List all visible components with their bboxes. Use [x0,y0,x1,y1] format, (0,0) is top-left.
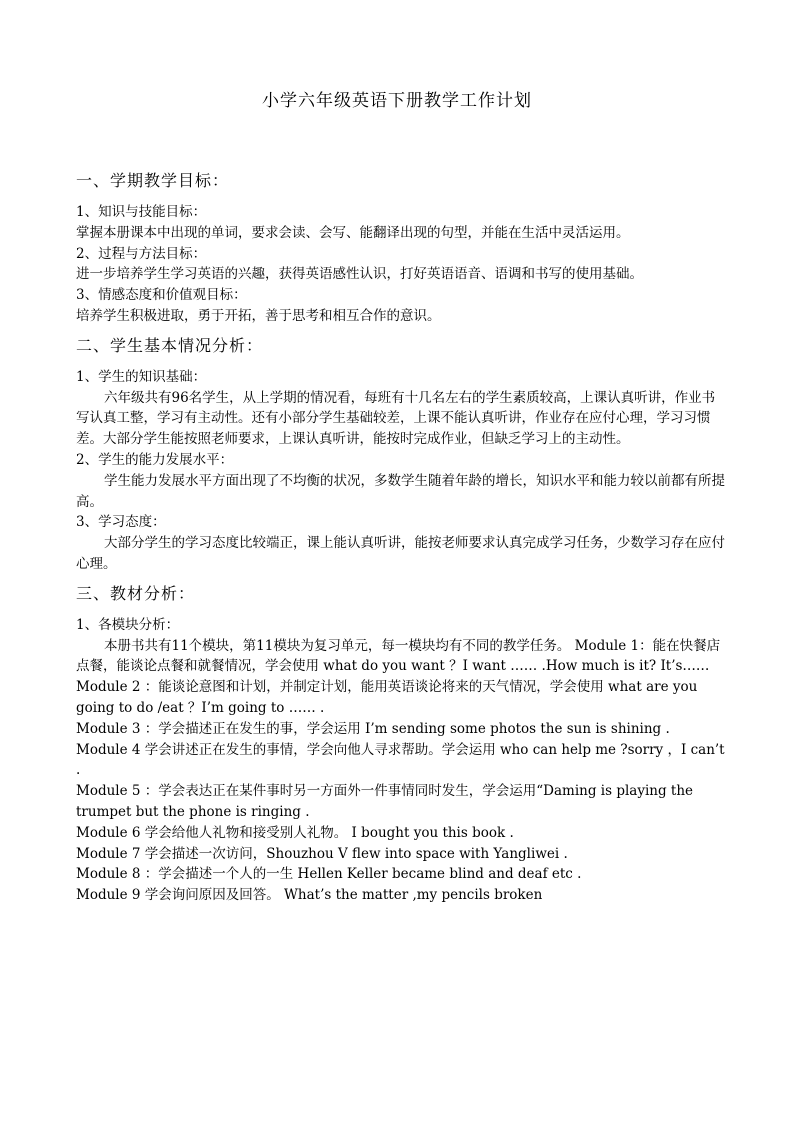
item-heading: 3、学习态度： [76,514,166,531]
section-heading: 一、学期教学目标： [76,171,230,190]
module-line: Module 3 ：学会描述正在发生的事，学会运用 I’m sending some photos the sun is shining . [76,720,670,737]
module-line: Module 4 学会讲述正在发生的事情，学会向他人寻求帮助。学会运用 who can help me ?sorry ，I can’t . [76,741,725,779]
item-heading: 1、知识与技能目标： [76,204,207,220]
paragraph: 本册书共有11个模块，第11模块为复习单元，每一模块均有不同的教学任务。 Module 1：能在快餐店点餐，能谈论点餐和就餐情况，学会使用 what do you want ？I want …… .How much is it? It’s…… [76,637,721,675]
item-heading: 2、过程与方法目标： [76,245,207,262]
module-line: Module 2 ：能谈论意图和计划，并制定计划，能用英语谈论将来的天气情况，学会使用 what are you going to do /eat ？I’m going to …… . [76,679,698,716]
paragraph: 大部分学生的学习态度比较端正，课上能认真听讲，能按老师要求认真完成学习任务，少数学习存在应付心理。 [76,535,725,572]
item-heading: 3、情感态度和价值观目标： [76,287,247,304]
section-heading: 三、教材分析： [76,583,196,603]
item-heading: 1、各模块分析： [76,616,180,633]
document-title: 小学六年级英语下册教学工作计划 [262,91,532,111]
module-line: Module 8 ：学会描述一个人的一生 Hellen Keller became blind and deaf etc . [76,866,582,883]
section-teaching-goals [76,168,726,327]
module-line: Module 7 学会描述一次访问，Shouzhou V flew into space with Yangliwei . [76,845,568,862]
item-heading: 1、学生的知识基础： [76,368,207,385]
paragraph: 六年级共有96名学生，从上学期的情况看，每班有十几名左右的学生素质较高，上课认真听讲，作业书写认真工整，学习有主动性。还有小部分学生基础较差，上课不能认真听讲，作业存在应付心理，学习习惯差。大部分学生能按照老师要求，上课认真听讲，能按时完成作业，但缺乏学习上的主动性。 [76,389,716,448]
document-body [76,168,726,906]
module-line: Module 9 学会询问原因及回答。 What’s the matter ,my pencils broken [76,887,543,904]
item-heading: 2、学生的能力发展水平： [76,451,234,468]
section-student-analysis [76,333,726,575]
paragraph: 进一步培养学生学习英语的兴趣，获得英语感性认识，打好英语语音、语调和书写的使用基础。 [76,266,643,283]
paragraph: 学生能力发展水平方面出现了不均衡的状况，多数学生随着年龄的增长，知识水平和能力较以前都有所提高。 [76,472,725,510]
paragraph: 掌握本册课本中出现的单词，要求会读、会写、能翻译出现的句型，并能在生活中灵活运用。 [76,224,630,241]
module-line: Module 6 学会给他人礼物和接受别人礼物。 I bought you this book . [76,824,514,841]
module-line: Module 5 ：学会表达正在某件事时另一方面外一件事情同时发生，学会运用“Daming is playing the trumpet but the phone is ringing . [76,783,694,820]
section-heading: 二、学生基本情况分析： [76,335,264,355]
paragraph: 培养学生积极进取，勇于开拓，善于思考和相互合作的意识。 [76,307,441,324]
section-textbook-analysis [76,581,726,906]
